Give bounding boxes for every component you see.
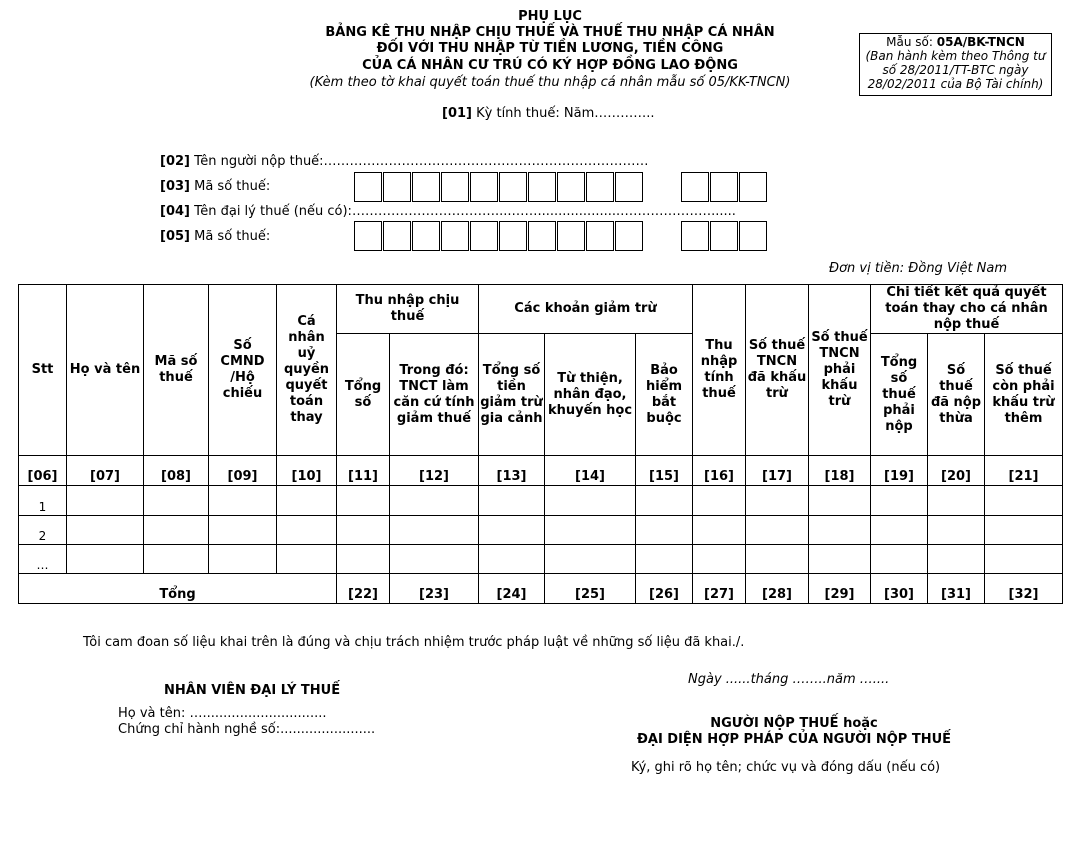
table-cell[interactable] [479, 486, 545, 516]
header-id-card: Số CMND /Hộ chiếu [209, 285, 277, 456]
table-cell[interactable] [337, 486, 390, 516]
tax-id-digit-box[interactable] [710, 172, 738, 202]
form-title-line-3: CỦA CÁ NHÂN CƯ TRÚ CÓ KÝ HỢP ĐỒNG LAO ĐỘNG [362, 58, 738, 73]
table-cell[interactable] [209, 516, 277, 545]
tax-id-digit-box[interactable] [441, 221, 469, 251]
table-row [19, 545, 1063, 574]
total-code: [32] [985, 574, 1063, 604]
column-code: [19] [871, 456, 928, 486]
tax-id-digit-box[interactable] [354, 172, 382, 202]
form-title-line-1: BẢNG KÊ THU NHẬP CHỊU THUẾ VÀ THUẾ THU NHẬP CÁ NHÂN [325, 25, 775, 40]
table-cell[interactable] [277, 545, 337, 574]
tax-id-digit-box[interactable] [557, 172, 585, 202]
total-label: Tổng [19, 574, 337, 604]
column-code: [10] [277, 456, 337, 486]
header-total-tax-payable: Tổng số thuế phải nộp [871, 334, 928, 456]
table-cell[interactable] [928, 545, 985, 574]
table-cell[interactable] [545, 545, 636, 574]
column-code: [06] [19, 456, 67, 486]
agent-name-field[interactable]: Họ và tên: ….............................. [118, 706, 327, 721]
table-cell[interactable] [871, 545, 928, 574]
table-cell[interactable] [390, 516, 479, 545]
table-cell[interactable] [871, 516, 928, 545]
tax-id-digit-box[interactable] [499, 172, 527, 202]
table-cell[interactable] [809, 486, 871, 516]
table-cell[interactable] [746, 516, 809, 545]
table-cell[interactable] [479, 545, 545, 574]
table-cell[interactable] [693, 486, 746, 516]
table-cell[interactable] [337, 516, 390, 545]
column-code: [21] [985, 456, 1063, 486]
table-cell[interactable] [144, 516, 209, 545]
row-number: 1 [19, 486, 67, 516]
tax-id-digit-box[interactable] [528, 172, 556, 202]
tax-id-digit-box[interactable] [681, 221, 709, 251]
tax-id-digit-box[interactable] [441, 172, 469, 202]
column-code: [12] [390, 456, 479, 486]
table-cell[interactable] [144, 486, 209, 516]
header-remaining-tax: Số thuế còn phải khấu trừ thêm [985, 334, 1063, 456]
tax-id-digit-box[interactable] [615, 221, 643, 251]
table-cell[interactable] [277, 486, 337, 516]
header-group-settlement: Chi tiết kết quả quyết toán thay cho cá nhân nộp thuế [871, 285, 1063, 334]
total-code: [24] [479, 574, 545, 604]
table-cell[interactable] [985, 545, 1063, 574]
currency-unit-note: Đơn vị tiền: Đồng Việt Nam [829, 261, 1008, 276]
taxpayer-name-field[interactable]: [02] Tên người nộp thuế:………………………………………………………………… [160, 154, 649, 169]
tax-agent-name-field[interactable]: [04] Tên đại lý thuế (nếu có):……………………………....……....................…………………...... [160, 204, 736, 219]
header-tax-id: Mã số thuế [144, 285, 209, 456]
header-charity: Từ thiện, nhân đạo, khuyến học [545, 334, 636, 456]
header-overpaid-tax: Số thuế đã nộp thừa [928, 334, 985, 456]
table-cell[interactable] [337, 545, 390, 574]
header-mandatory-insurance: Bảo hiểm bắt buộc [636, 334, 693, 456]
header-taxable-total: Tổng số [337, 334, 390, 456]
table-cell[interactable] [67, 545, 144, 574]
table-cell[interactable] [985, 516, 1063, 545]
agent-tax-id-label: [05] Mã số thuế: [160, 229, 271, 244]
tax-id-digit-box[interactable] [354, 221, 382, 251]
header-tax-to-withhold: Số thuế TNCN phải khấu trừ [809, 285, 871, 456]
agent-tax-id-boxes[interactable] [354, 221, 644, 251]
table-cell[interactable] [479, 516, 545, 545]
header-authorized-settlement: Cá nhân uỷ quyền quyết toán thay [277, 285, 337, 456]
column-code: [11] [337, 456, 390, 486]
tax-id-digit-box[interactable] [739, 221, 767, 251]
agent-title: NHÂN VIÊN ĐẠI LÝ THUẾ [164, 683, 341, 698]
row-number: … [19, 545, 67, 574]
signer-title-line-2: ĐẠI DIỆN HỢP PHÁP CỦA NGƯỜI NỘP THUẾ [636, 732, 952, 747]
table-cell[interactable] [67, 486, 144, 516]
appendix-title: PHỤ LỤC [518, 9, 582, 24]
signature-instruction: Ký, ghi rõ họ tên; chức vụ và đóng dấu (nếu có) [631, 760, 941, 775]
header-full-name: Họ và tên [67, 285, 144, 456]
declaration-text: Tôi cam đoan số liệu khai trên là đúng và chịu trách nhiệm trước pháp luật về những số liệu đã khai./. [83, 635, 745, 650]
column-code: [14] [545, 456, 636, 486]
row-number: 2 [19, 516, 67, 545]
header-assessable-income: Thu nhập tính thuế [693, 285, 746, 456]
total-code: [29] [809, 574, 871, 604]
table-cell[interactable] [144, 545, 209, 574]
tax-id-digit-box[interactable] [499, 221, 527, 251]
table-cell[interactable] [746, 486, 809, 516]
form-number-code: 05A/BK-TNCN [936, 35, 1025, 49]
tax-id-digit-box[interactable] [586, 221, 614, 251]
tax-id-digit-box[interactable] [383, 172, 411, 202]
table-row [19, 486, 1063, 516]
table-cell[interactable] [746, 545, 809, 574]
tax-id-digit-box[interactable] [710, 221, 738, 251]
total-code: [28] [746, 574, 809, 604]
column-code: [07] [67, 456, 144, 486]
column-code: [20] [928, 456, 985, 486]
taxpayer-tax-id-suffix-boxes[interactable] [681, 172, 768, 202]
taxpayer-tax-id-boxes[interactable] [354, 172, 644, 202]
header-group-taxable-income: Thu nhập chịu thuế [337, 285, 479, 334]
tax-id-digit-box[interactable] [470, 221, 498, 251]
total-code: [22] [337, 574, 390, 604]
tax-id-digit-box[interactable] [681, 172, 709, 202]
signing-date[interactable]: Ngày ......tháng ……..năm ….... [688, 672, 890, 687]
total-code: [23] [390, 574, 479, 604]
form-circular-line-1: (Ban hành kèm theo Thông tư [865, 49, 1046, 63]
header-family-deduction: Tổng số tiền giảm trừ gia cảnh [479, 334, 545, 456]
table-row [19, 516, 1063, 545]
form-circular-line-3: 28/02/2011 của Bộ Tài chính) [867, 77, 1044, 91]
table-cell[interactable] [871, 486, 928, 516]
table-cell[interactable] [693, 516, 746, 545]
total-code: [26] [636, 574, 693, 604]
table-cell[interactable] [67, 516, 144, 545]
table-cell[interactable] [636, 486, 693, 516]
table-cell[interactable] [809, 516, 871, 545]
tax-id-digit-box[interactable] [528, 221, 556, 251]
form-number-box [859, 33, 1052, 96]
column-code: [18] [809, 456, 871, 486]
column-code: [09] [209, 456, 277, 486]
table-cell[interactable] [636, 545, 693, 574]
form-title-line-2: ĐỐI VỚI THU NHẬP TỪ TIỀN LƯƠNG, TIỀN CÔNG [376, 41, 724, 56]
agent-certificate-field[interactable]: Chứng chỉ hành nghề số:....................... [118, 722, 376, 737]
tax-id-digit-box[interactable] [739, 172, 767, 202]
column-code: [13] [479, 456, 545, 486]
column-code: [15] [636, 456, 693, 486]
total-code: [27] [693, 574, 746, 604]
table-cell[interactable] [209, 486, 277, 516]
table-cell[interactable] [277, 516, 337, 545]
total-code: [30] [871, 574, 928, 604]
column-code: [17] [746, 456, 809, 486]
form-attachment-note: (Kèm theo tờ khai quyết toán thuế thu nhập cá nhân mẫu số 05/KK-TNCN) [309, 75, 791, 90]
total-code: [31] [928, 574, 985, 604]
column-code: [08] [144, 456, 209, 486]
header-group-deductions: Các khoản giảm trừ [479, 285, 693, 334]
tax-id-digit-box[interactable] [586, 172, 614, 202]
table-cell[interactable] [390, 545, 479, 574]
table-cell[interactable] [636, 516, 693, 545]
agent-tax-id-suffix-boxes[interactable] [681, 221, 768, 251]
form-number-line: Mẫu số: 05A/BK-TNCN [886, 35, 1025, 49]
table-cell[interactable] [545, 516, 636, 545]
tax-id-digit-box[interactable] [412, 172, 440, 202]
tax-period-field[interactable]: [01] Kỳ tính thuế: Năm………….. [442, 106, 655, 121]
tax-id-digit-box[interactable] [470, 172, 498, 202]
form-circular-line-2: số 28/2011/TT-BTC ngày [882, 63, 1029, 77]
table-cell[interactable] [809, 545, 871, 574]
tax-id-digit-box[interactable] [412, 221, 440, 251]
table-cell[interactable] [928, 516, 985, 545]
income-tax-table [18, 284, 1063, 604]
table-cell[interactable] [209, 545, 277, 574]
column-code: [16] [693, 456, 746, 486]
tax-id-digit-box[interactable] [383, 221, 411, 251]
header-tax-withheld: Số thuế TNCN đã khấu trừ [746, 285, 809, 456]
table-cell[interactable] [985, 486, 1063, 516]
signer-title-line-1: NGƯỜI NỘP THUẾ hoặc [710, 716, 878, 731]
table-cell[interactable] [928, 486, 985, 516]
header-tnct-basis: Trong đó: TNCT làm căn cứ tính giảm thuế [390, 334, 479, 456]
taxpayer-tax-id-label: [03] Mã số thuế: [160, 179, 271, 194]
header-stt: Stt [19, 285, 67, 456]
total-code: [25] [545, 574, 636, 604]
table-cell[interactable] [545, 486, 636, 516]
total-row [19, 574, 1063, 604]
tax-id-digit-box[interactable] [615, 172, 643, 202]
tax-id-digit-box[interactable] [557, 221, 585, 251]
table-cell[interactable] [693, 545, 746, 574]
table-cell[interactable] [390, 486, 479, 516]
